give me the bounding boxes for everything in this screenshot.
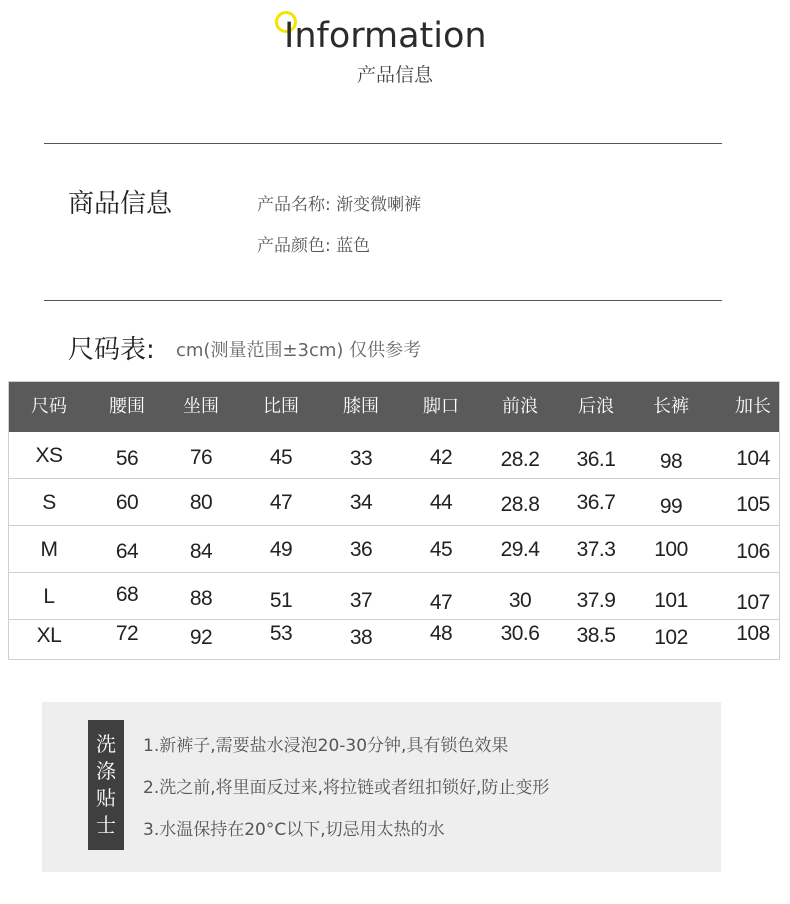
size-value-cell: 108: [736, 622, 770, 645]
size-value-cell: 30: [508, 589, 532, 612]
size-table-header-cell: 膝围: [343, 396, 379, 417]
size-table-header-cell: 后浪: [578, 396, 614, 417]
size-value-cell: 36: [349, 538, 373, 561]
product-color-value: 蓝色: [336, 236, 371, 256]
care-tip-2: 2.洗之前,将里面反过来,将拉链或者纽扣锁好,防止变形: [143, 778, 550, 798]
page-title-en: Information: [284, 16, 487, 56]
size-value-cell: 98: [659, 450, 683, 473]
product-color-row: [257, 234, 370, 258]
size-label-cell: L: [43, 585, 55, 608]
size-label-cell: S: [42, 491, 56, 514]
size-value-cell: 28.2: [500, 448, 540, 471]
care-badge-char: 贴: [96, 786, 116, 810]
size-value-cell: 107: [736, 591, 770, 614]
size-value-cell: 37.9: [576, 589, 616, 612]
size-value-cell: 102: [654, 626, 688, 649]
size-table-row: [9, 432, 779, 479]
size-value-cell: 68: [115, 583, 139, 606]
size-value-cell: 28.8: [500, 493, 540, 516]
size-value-cell: 37: [349, 589, 373, 612]
size-value-cell: 106: [736, 540, 770, 563]
size-table-header-cell: 尺码: [31, 396, 67, 417]
size-value-cell: 101: [654, 589, 688, 612]
size-value-cell: 72: [115, 622, 139, 645]
product-name-label: 产品名称:: [257, 195, 331, 215]
size-value-cell: 34: [349, 491, 373, 514]
size-table-row: [9, 620, 779, 659]
size-chart-note: cm(测量范围±3cm) 仅供参考: [176, 340, 422, 361]
size-value-cell: 30.6: [500, 622, 540, 645]
size-value-cell: 100: [654, 538, 688, 561]
care-tips-badge: [88, 720, 124, 850]
size-value-cell: 38: [349, 626, 373, 649]
size-value-cell: 47: [269, 491, 293, 514]
size-table-header-cell: 加长: [735, 396, 771, 417]
size-table-row: [9, 526, 779, 573]
size-value-cell: 42: [429, 446, 453, 469]
product-name-row: [257, 193, 421, 217]
size-value-cell: 36.1: [576, 448, 616, 471]
size-table: [8, 381, 780, 660]
size-table-row: [9, 479, 779, 526]
divider-middle: [44, 300, 722, 301]
size-value-cell: 99: [659, 495, 683, 518]
size-value-cell: 38.5: [576, 624, 616, 647]
size-value-cell: 60: [115, 491, 139, 514]
size-value-cell: 56: [115, 447, 139, 470]
size-value-cell: 80: [189, 491, 213, 514]
care-badge-char: 涤: [96, 759, 116, 783]
size-value-cell: 92: [189, 626, 213, 649]
size-label-cell: M: [40, 538, 58, 561]
size-value-cell: 48: [429, 622, 453, 645]
size-table-row: [9, 573, 779, 620]
product-name-value: 渐变微喇裤: [336, 195, 422, 215]
size-value-cell: 33: [349, 447, 373, 470]
product-info-title: 商品信息: [68, 189, 173, 219]
page-title-cn: 产品信息: [356, 64, 433, 86]
size-value-cell: 45: [269, 446, 293, 469]
size-value-cell: 88: [189, 587, 213, 610]
size-value-cell: 36.7: [576, 491, 616, 514]
size-chart-title: 尺码表:: [68, 335, 155, 365]
size-table-header-cell: 长裤: [653, 396, 689, 417]
size-label-cell: XL: [36, 624, 62, 647]
size-value-cell: 105: [736, 493, 770, 516]
size-value-cell: 47: [429, 591, 453, 614]
size-table-header-cell: 前浪: [502, 396, 538, 417]
size-value-cell: 49: [269, 538, 293, 561]
size-table-header-cell: 坐围: [183, 396, 219, 417]
size-value-cell: 84: [189, 540, 213, 563]
size-value-cell: 44: [429, 491, 453, 514]
size-label-cell: XS: [35, 444, 63, 467]
care-tip-1: 1.新裤子,需要盐水浸泡20-30分钟,具有锁色效果: [143, 736, 509, 756]
product-color-label: 产品颜色:: [257, 236, 331, 256]
care-badge-char: 洗: [96, 732, 116, 756]
size-value-cell: 51: [269, 589, 293, 612]
size-table-header-cell: 脚口: [423, 396, 459, 417]
size-table-header-cell: 腰围: [109, 396, 145, 417]
size-value-cell: 45: [429, 538, 453, 561]
size-table-header-cell: 比围: [263, 396, 299, 417]
size-value-cell: 76: [189, 446, 213, 469]
care-badge-char: 士: [96, 813, 116, 837]
size-table-header: [9, 382, 779, 432]
size-value-cell: 104: [736, 447, 770, 470]
size-value-cell: 53: [269, 622, 293, 645]
divider-top: [44, 143, 722, 144]
size-value-cell: 37.3: [576, 538, 616, 561]
size-value-cell: 29.4: [500, 538, 540, 561]
size-value-cell: 64: [115, 540, 139, 563]
care-tip-3: 3.水温保持在20°C以下,切忌用太热的水: [143, 820, 445, 840]
